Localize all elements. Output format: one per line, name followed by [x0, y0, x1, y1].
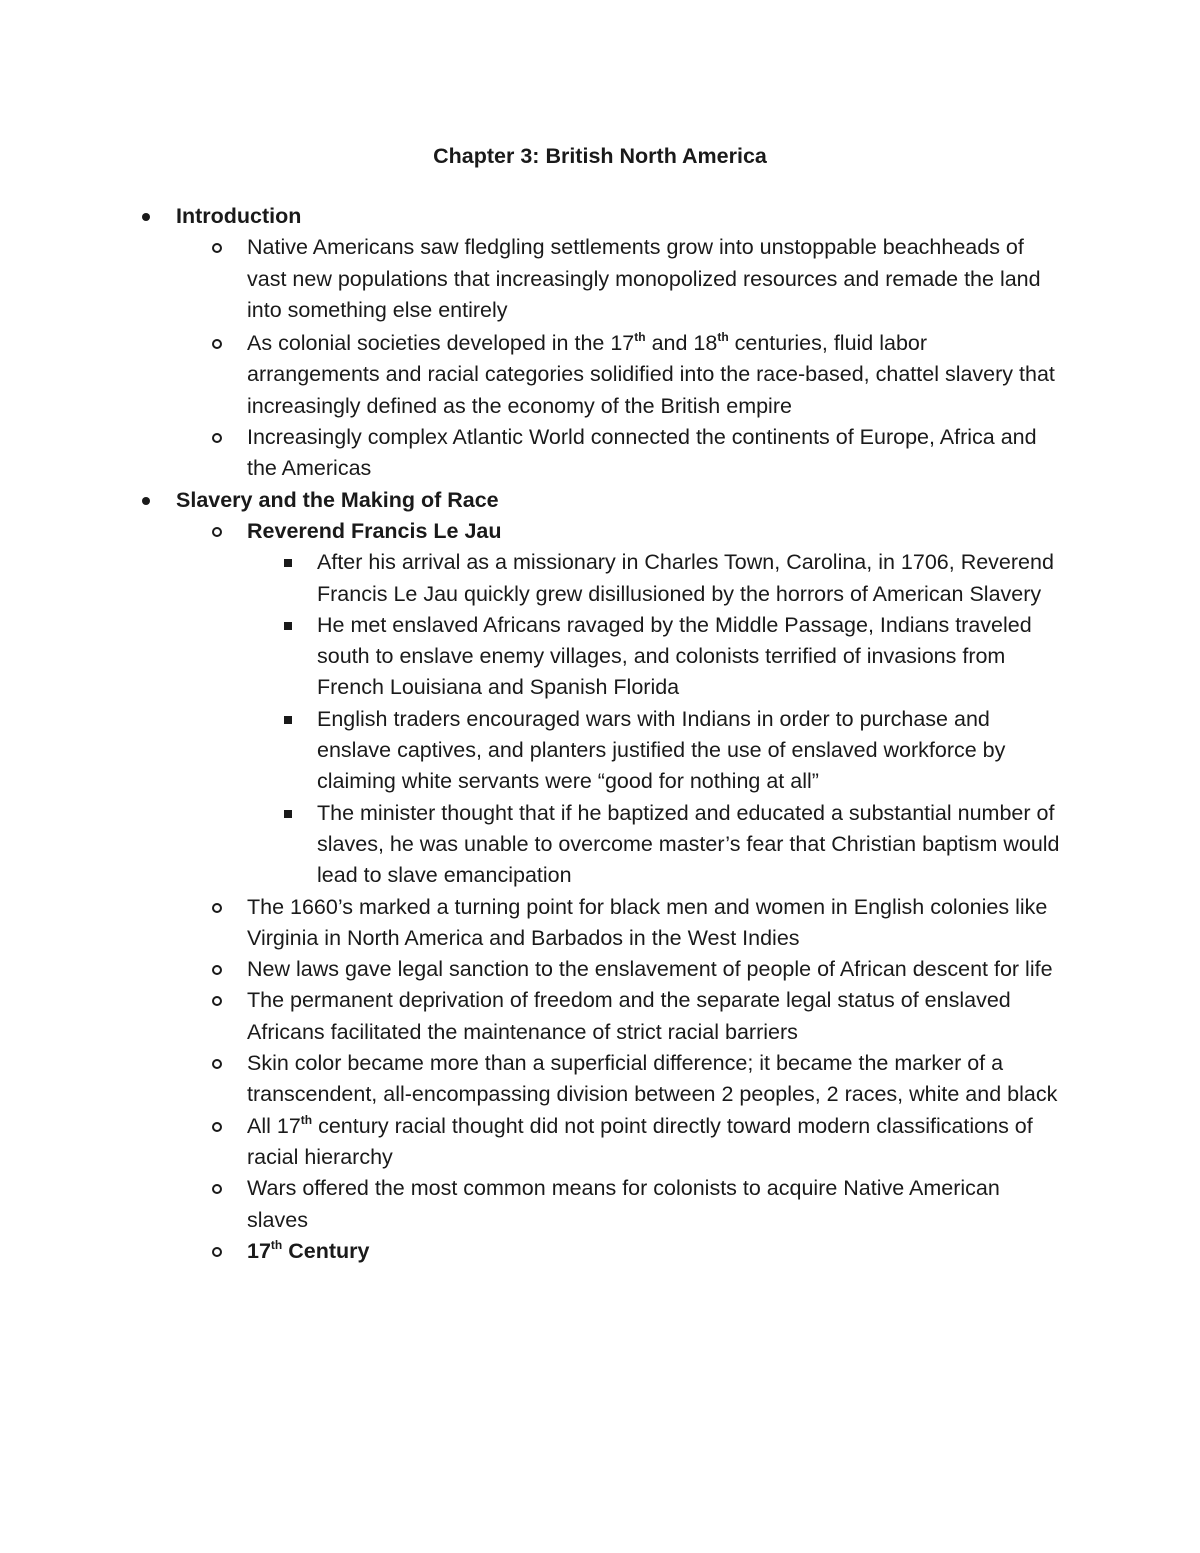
- outline: [0, 201, 1200, 1267]
- list-item: [0, 798, 1060, 892]
- list-item-text: The permanent deprivation of freedom and the separate legal status of enslaved Africans facilitated the maintenance of strict racial barriers: [247, 988, 1011, 1044]
- hollow-bullet-icon: [212, 433, 222, 443]
- page-title: Chapter 3: British North America: [433, 144, 767, 168]
- square-bullet-icon: [284, 559, 292, 567]
- list-item-text: The 1660’s marked a turning point for black men and women in English colonies like Virginia in North America and Barbados in the West Indies: [247, 894, 1048, 950]
- hollow-bullet-icon: [212, 1184, 222, 1194]
- subsection-le-jau: [0, 516, 1060, 547]
- list-item-text: English traders encouraged wars with Indians in order to purchase and enslave captives, and planters justified the use of enslaved workforce by claiming white servants were “good for nothing at all”: [317, 706, 1006, 794]
- list-item: [0, 704, 1060, 798]
- hollow-bullet-icon: [212, 996, 222, 1006]
- section-heading: Introduction: [176, 204, 302, 228]
- list-item: [0, 547, 1060, 610]
- section-heading: Slavery and the Making of Race: [176, 487, 499, 512]
- list-item: [0, 422, 1060, 485]
- hollow-bullet-icon: [212, 1122, 222, 1132]
- hollow-bullet-icon: [212, 243, 222, 253]
- list-item-text: The minister thought that if he baptized and educated a substantial number of slaves, he was unable to overcome master’s fear that Christian baptism would lead to slave emancipation: [317, 800, 1060, 888]
- section-slavery: [0, 485, 1060, 516]
- list-item-text: Increasingly complex Atlantic World connected the continents of Europe, Africa and the Americas: [247, 425, 1037, 481]
- list-item: [0, 1048, 1060, 1111]
- square-bullet-icon: [284, 810, 292, 818]
- section-introduction: [0, 201, 1060, 232]
- hollow-bullet-icon: [212, 527, 222, 537]
- list-item: [0, 954, 1060, 985]
- list-item-text: Skin color became more than a superficial difference; it became the marker of a transcendent, all-encompassing division between 2 peoples, 2 races, white and black: [247, 1051, 1058, 1107]
- hollow-bullet-icon: [212, 339, 222, 349]
- list-item-text: New laws gave legal sanction to the enslavement of people of African descent for life: [247, 957, 1053, 982]
- subsection-heading: 17th Century: [247, 1237, 370, 1263]
- hollow-bullet-icon: [212, 1059, 222, 1069]
- filled-bullet-icon: [142, 213, 150, 221]
- filled-bullet-icon: [142, 497, 150, 505]
- list-item-text: Native Americans saw fledgling settlements grow into unstoppable beachheads of vast new populations that increasingly monopolized resources and remade the land into something else entirely: [247, 235, 1041, 322]
- list-item-text: Wars offered the most common means for colonists to acquire Native American slaves: [247, 1176, 1000, 1232]
- list-item-text: All 17th century racial thought did not point directly toward modern classifications of racial hierarchy: [247, 1112, 1033, 1169]
- list-item-text: As colonial societies developed in the 17th and 18th centuries, fluid labor arrangements and racial categories solidified into the race-based, chattel slavery that increasingly defined as the economy of the British empire: [247, 330, 1055, 418]
- list-item: [0, 232, 1060, 326]
- square-bullet-icon: [284, 622, 292, 630]
- hollow-bullet-icon: [212, 1247, 222, 1257]
- subsection-heading: Reverend Francis Le Jau: [247, 518, 502, 543]
- list-item: [0, 610, 1060, 704]
- list-item: [0, 328, 1060, 422]
- list-item-text: He met enslaved Africans ravaged by the Middle Passage, Indians traveled south to enslave enemy villages, and colonists terrified of invasions from French Louisiana and Spanish Florida: [317, 612, 1032, 700]
- list-item: [0, 985, 1060, 1048]
- square-bullet-icon: [284, 716, 292, 724]
- list-item: [0, 892, 1060, 955]
- list-item-text: After his arrival as a missionary in Charles Town, Carolina, in 1706, Reverend Francis Le Jau quickly grew disillusioned by the horrors of American Slavery: [317, 550, 1054, 606]
- list-item: [0, 1173, 1060, 1236]
- list-item: [0, 1111, 1060, 1174]
- hollow-bullet-icon: [212, 965, 222, 975]
- hollow-bullet-icon: [212, 903, 222, 913]
- subsection-17th-century: [0, 1236, 1060, 1267]
